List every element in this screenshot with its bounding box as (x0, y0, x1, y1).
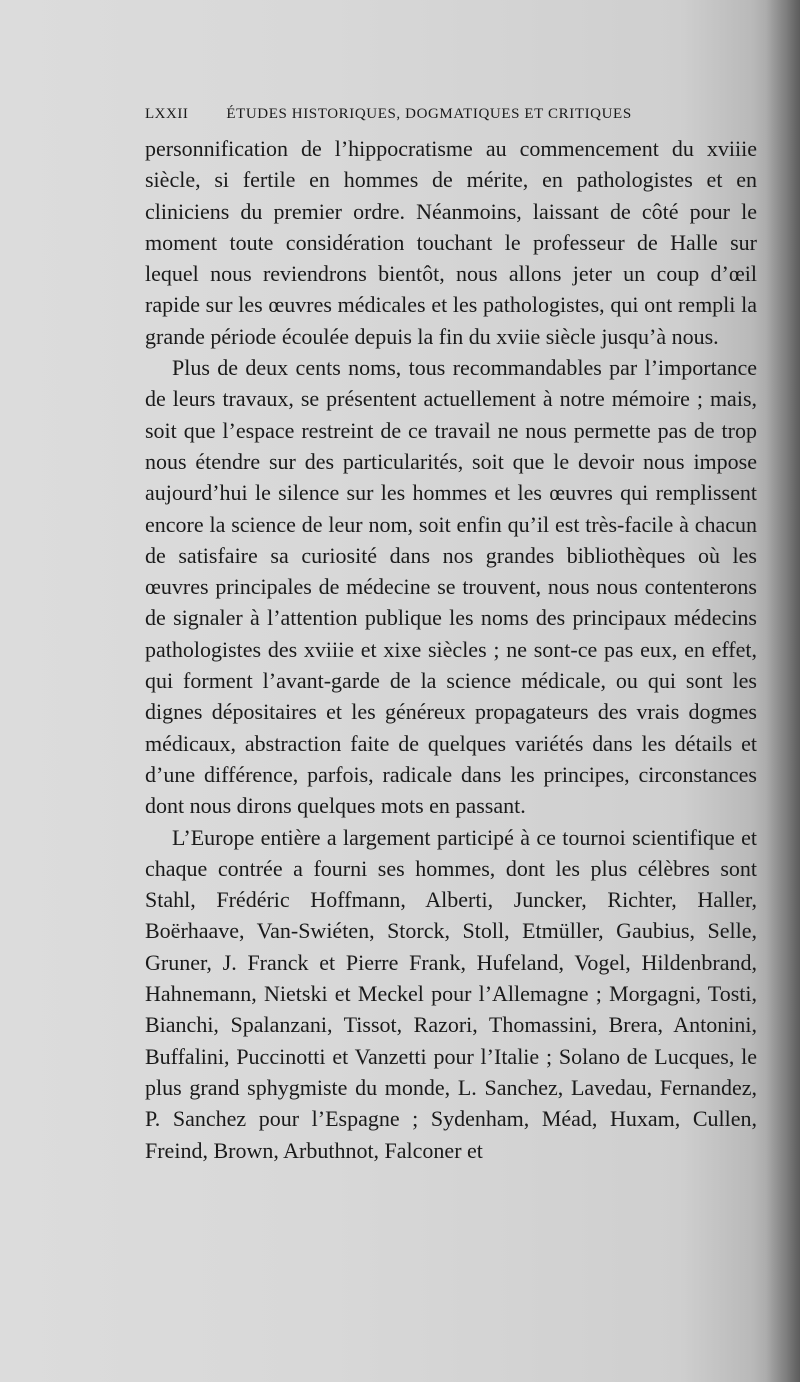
binding-shadow (766, 0, 800, 1382)
paragraph-3: L’Europe entière a largement participé à ce tournoi scientifique et chaque contrée a fourni ses hommes, dont les plus célèbres sont Stahl, Frédéric Hoffmann, Alberti, Juncker, Richter, Haller, Boërhaave, Van-Swiéten, Storck, Stoll, Etmüller, Gaubius, Selle, Gruner, J. Franck et Pierre Frank, Hufeland, Vogel, Hildenbrand, Hahnemann, Nietski et Meckel pour l’Allemagne ; Morgagni, Tosti, Bianchi, Spalanzani, Tissot, Razori, Thomassini, Brera, Antonini, Buffalini, Puccinotti et Vanzetti pour l’Italie ; Solano de Lucques, le plus grand sphygmiste du monde, L. Sanchez, Lavedau, Fernandez, P. Sanchez pour l’Espagne ; Sydenham, Méad, Huxam, Cullen, Freind, Brown, Arbuthnot, Falconer et (145, 824, 757, 1163)
page-number: LXXII (145, 105, 189, 122)
paragraph-1: personnification de l’hippocratisme au commencement du xviiie siècle, si fertile en hommes de mérite, en pathologistes et en cliniciens du premier ordre. Néanmoins, laissant de côté pour le moment toute considération touchant le professeur de Halle sur lequel nous reviendrons bientôt, nous allons jeter un coup d’œil rapide sur les œuvres médicales et les pathologistes, qui ont rempli la grande période écoulée depuis la fin du xviie siècle jusqu’à nous. (145, 136, 757, 349)
running-title: ÉTUDES HISTORIQUES, DOGMATIQUES ET CRITIQUES (226, 105, 632, 122)
body-text (145, 133, 757, 1166)
paragraph-2: Plus de deux cents noms, tous recommandables par l’importance de leurs travaux, se présentent actuellement à notre mémoire ; mais, soit que l’espace restreint de ce travail ne nous permette pas de trop nous étendre sur des particularités, soit que le devoir nous impose aujourd’hui le silence sur les hommes et les œuvres qui remplissent encore la science de leur nom, soit enfin qu’il est très-facile à chacun de satisfaire sa curiosité dans nos grandes bibliothèques où les œuvres principales de médecine se trouvent, nous nous contenterons de signaler à l’attention publique les noms des principaux médecins pathologistes des xviiie et xixe siècles ; ne sont-ce pas eux, en effet, qui forment l’avant-garde de la science médicale, ou qui sont les dignes dépositaires et les généreux propagateurs des vrais dogmes médicaux, abstraction faite de quelques variétés dans les détails et d’une différence, parfois, radicale dans les principes, circonstances dont nous dirons quelques mots en passant. (145, 355, 757, 819)
running-head (145, 103, 757, 125)
